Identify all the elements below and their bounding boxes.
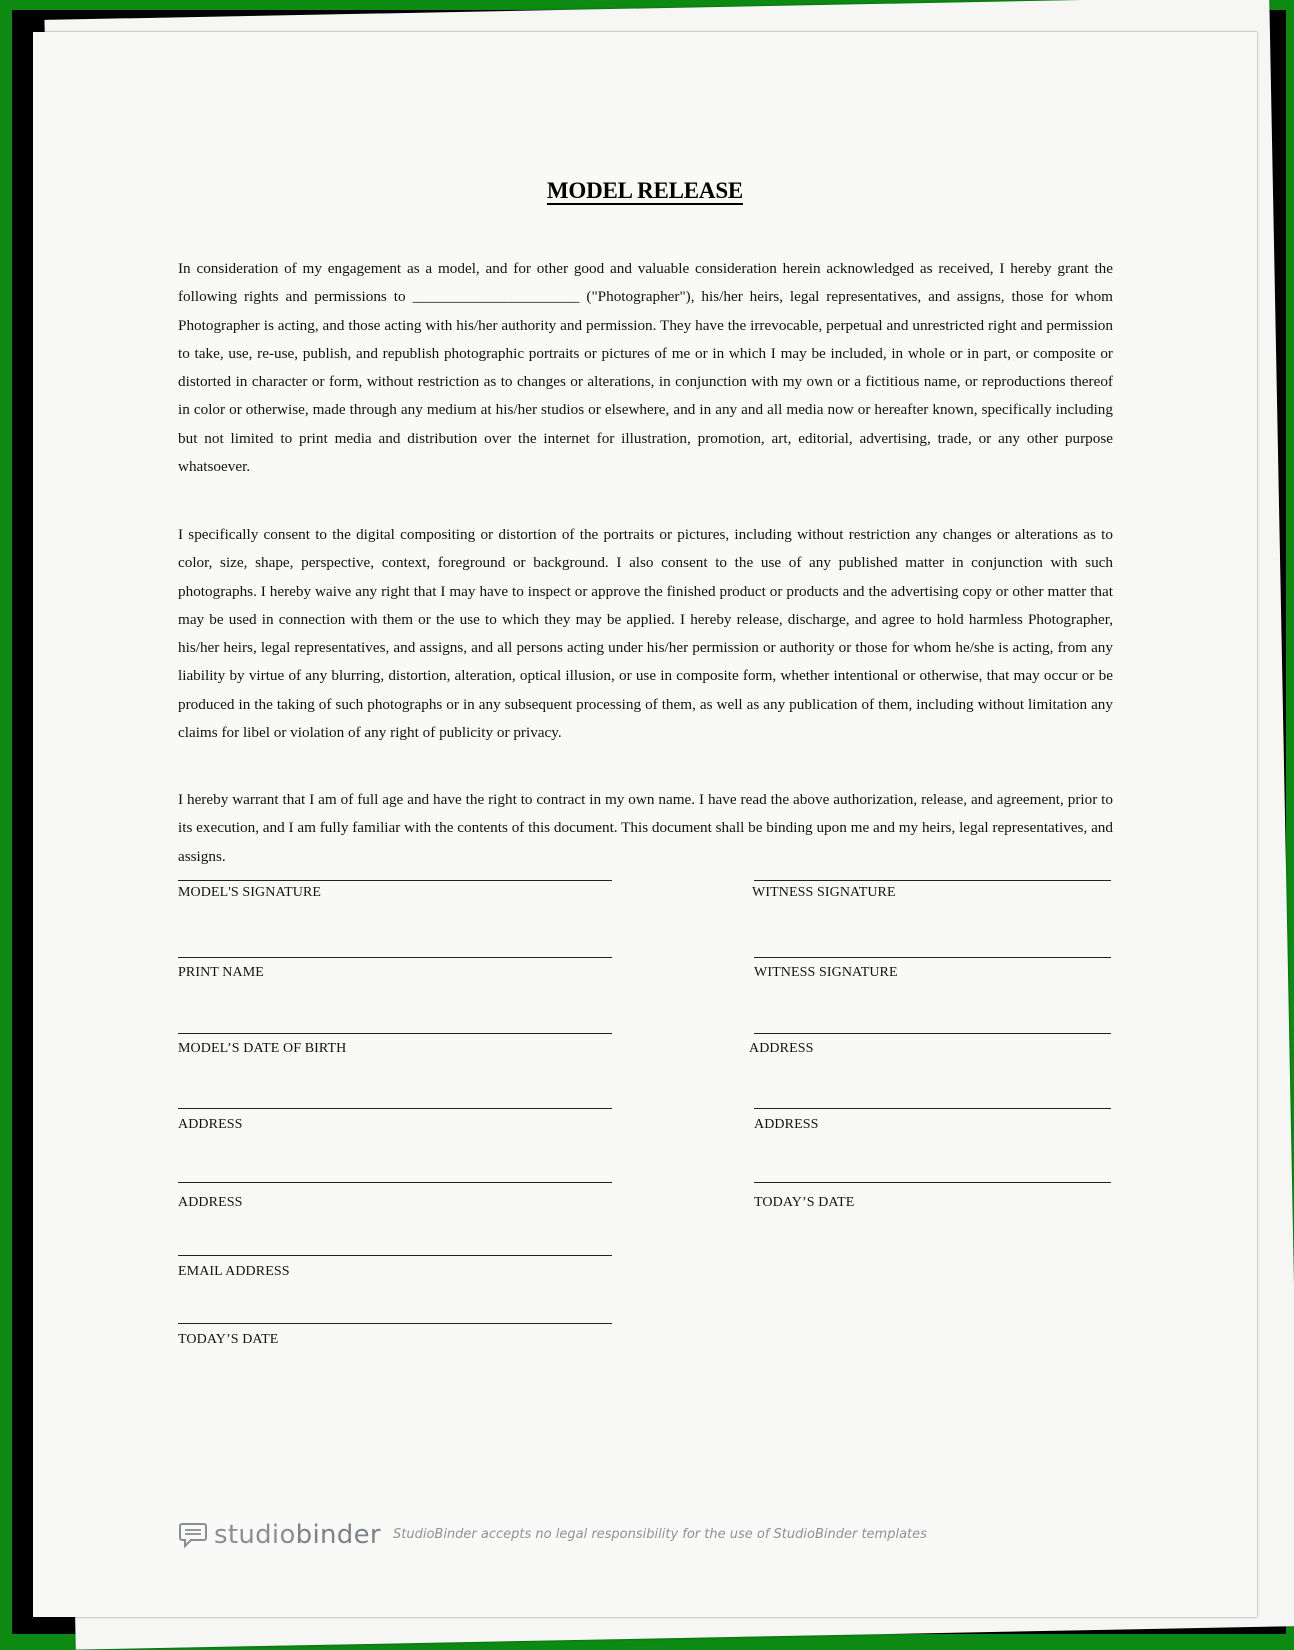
paragraph-warranty: I hereby warrant that I am of full age and have the right to contract in my own name. I have read the above authorization, release, and agreement, prior to its execution, and I am fully familiar with the contents of this document. This document shall be binding upon me and my heirs, legal representatives, and assigns. [178,791,1113,865]
document-title [33,178,1257,204]
model-address-label-1: ADDRESS [178,1117,243,1132]
paragraph-grant: In consideration of my engagement as a model, and for other good and valuable consideration herein acknowledged as received, I hereby grant the following rights and permissions to ______________________ ("Photographer"), his/her heirs, legal representatives, and assigns, those for whom Photographer is acting, and those acting with his/her authority and permission. They have the irrevocable, perpetual and unrestricted right and permission to take, use, re-use, publish, and republish photographic portraits or pictures of me or in which I may be included, in whole or in part, or composite or distorted in character or form, without restriction as to changes or alterations, in conjunction with my own or a fictitious name, or reproductions thereof in color or otherwise, made through any medium at his/her studios or elsewhere, and in any and all media now or hereafter known, specifically including but not limited to print media and distribution over the internet for illustration, promotion, art, editorial, advertising, trade, or any other purpose whatsoever. [178,260,1113,476]
witness-date-label: TODAY’S DATE [754,1195,855,1210]
footer-disclaimer: StudioBinder accepts no legal responsibility for the use of StudioBinder templates [393,1527,927,1542]
studiobinder-logo [178,1520,381,1550]
logo-wordmark [214,1520,381,1550]
witness-signature-label-2: WITNESS SIGNATURE [754,965,898,980]
witness-address-line-1[interactable] [754,1033,1111,1034]
model-signature-label: MODEL'S SIGNATURE [178,885,322,900]
logo-text-bold: binder [295,1520,381,1550]
witness-signature-label-1: WITNESS SIGNATURE [752,885,896,900]
email-address-label: EMAIL ADDRESS [178,1264,290,1279]
witness-address-line-2[interactable] [754,1108,1111,1109]
paragraph-consent: I specifically consent to the digital compositing or distortion of the portraits or pictures, including without restriction any changes or alterations as to color, size, shape, perspective, context, foreground or background. I also consent to the use of any published matter in conjunction with such photographs. I hereby waive any right that I may have to inspect or approve the finished product or products and the advertising copy or other matter that may be used in connection with them or the use to which they may be applied. I hereby release, discharge, and agree to hold harmless Photographer, his/her heirs, legal representatives, and assigns, and all persons acting under his/her permission or authority or those for whom he/she is acting, from any liability by virtue of any blurring, distortion, alteration, optical illusion, or use in composite form, whether intentional or otherwise, that may occur or be produced in the taking of such photographs or in any subsequent processing of them, as well as any publication of them, including without limitation any claims for libel or violation of any right of publicity or privacy. [178,526,1113,742]
model-address-label-2: ADDRESS [178,1195,243,1210]
date-of-birth-line[interactable] [178,1033,612,1034]
print-name-line[interactable] [178,957,612,958]
witness-address-label-2: ADDRESS [754,1117,819,1132]
document-title-text: MODEL RELEASE [546,178,744,203]
logo-text-light: studio [214,1520,296,1550]
date-of-birth-label: MODEL’S DATE OF BIRTH [178,1041,347,1056]
witness-date-line[interactable] [754,1182,1111,1183]
document-page [33,32,1257,1617]
model-date-label: TODAY’S DATE [178,1332,279,1347]
model-signature-line[interactable] [178,880,612,881]
witness-address-label-1: ADDRESS [749,1041,814,1056]
chat-bubble-icon [178,1521,208,1549]
model-address-line-1[interactable] [178,1108,612,1109]
witness-signature-line-1[interactable] [754,880,1111,881]
email-address-line[interactable] [178,1255,612,1256]
model-date-line[interactable] [178,1323,612,1324]
print-name-label: PRINT NAME [178,965,264,980]
witness-signature-line-2[interactable] [754,957,1111,958]
model-address-line-2[interactable] [178,1182,612,1183]
